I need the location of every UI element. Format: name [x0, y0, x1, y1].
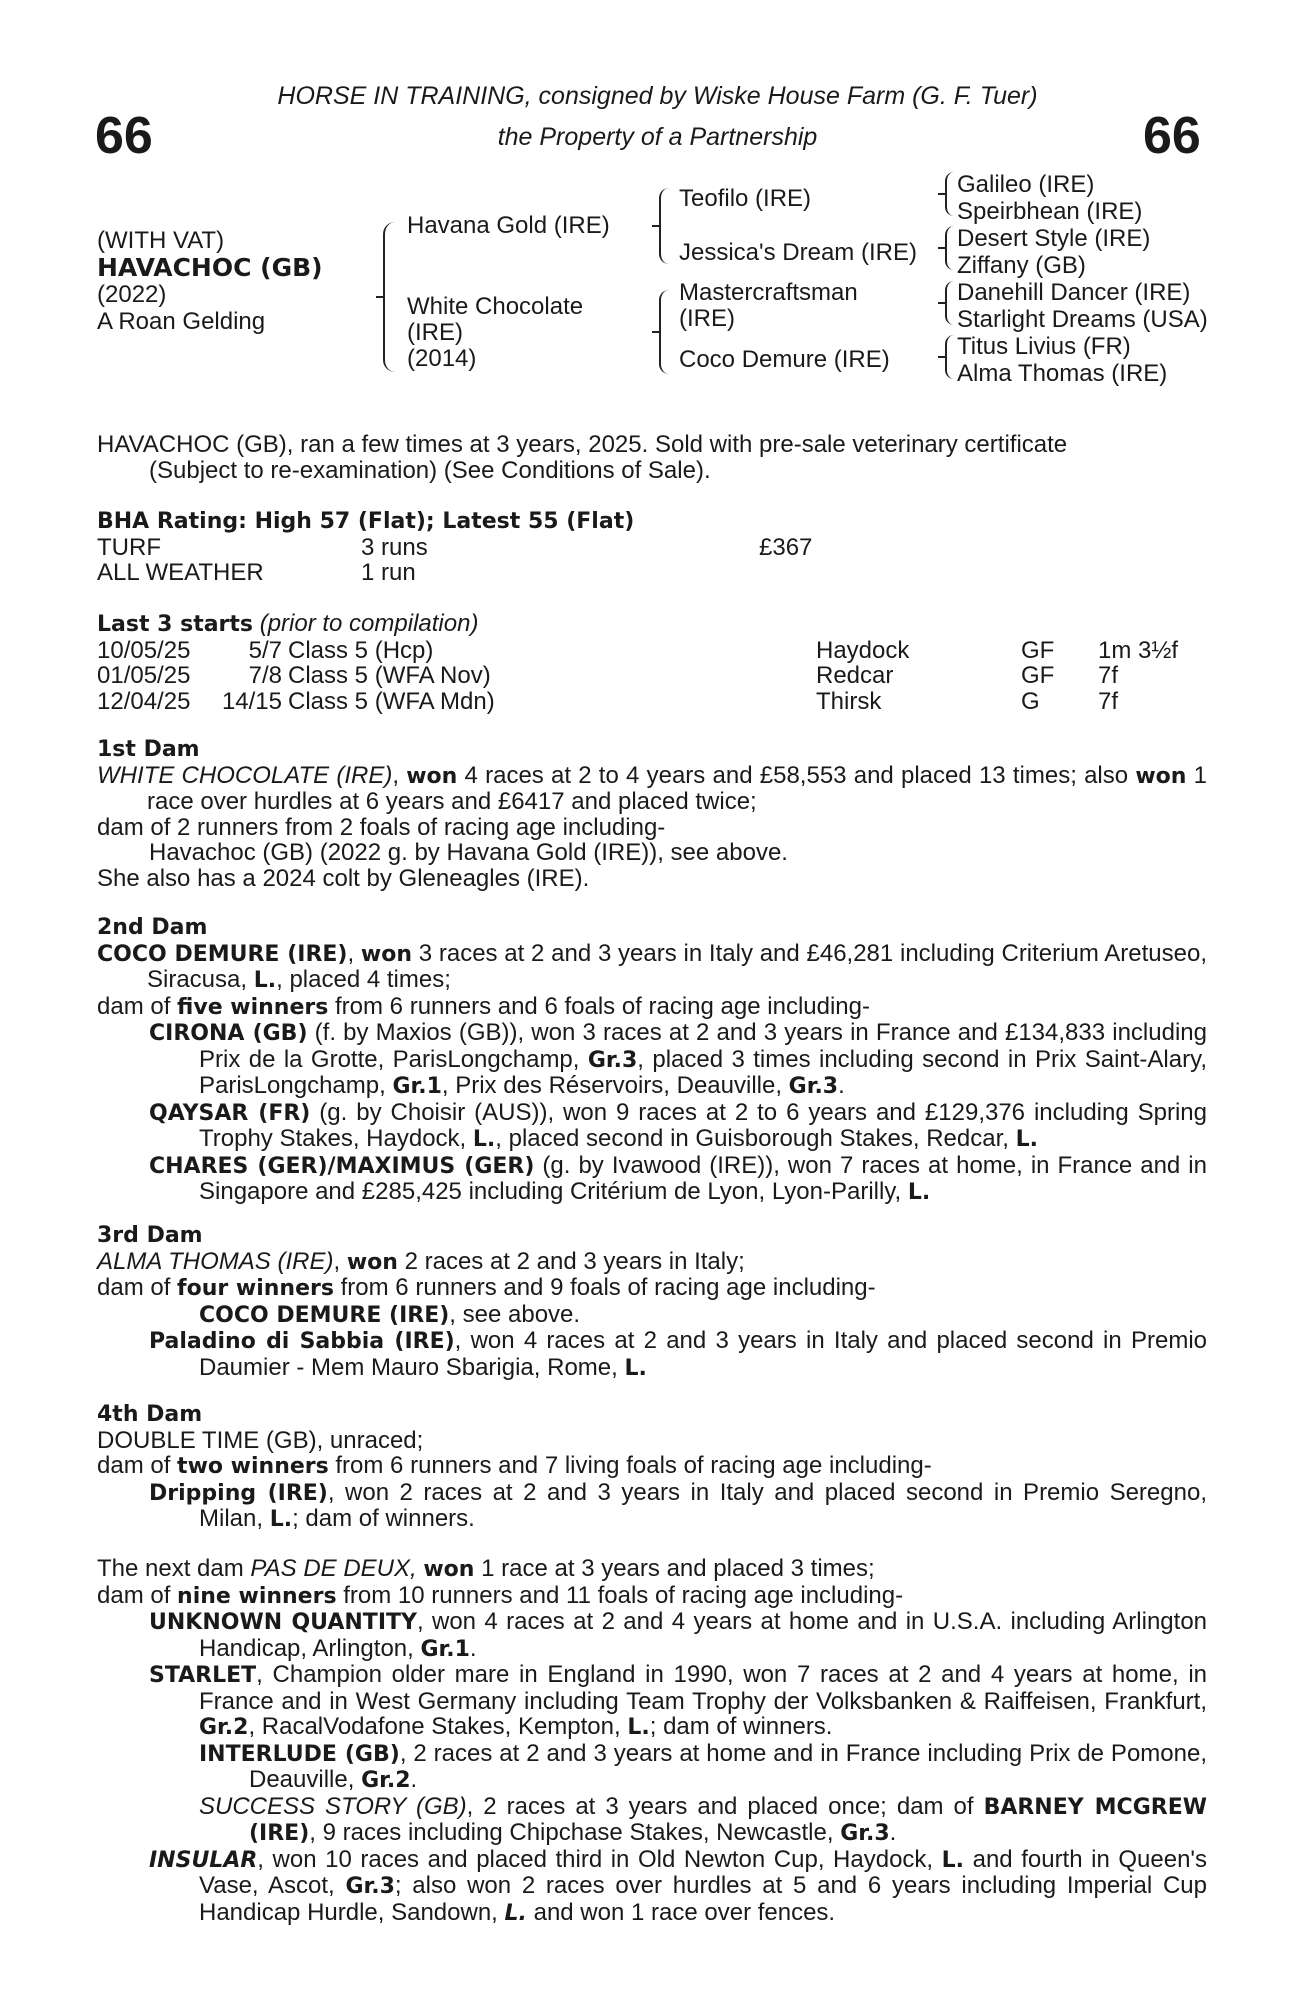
- pedigree-sire: Havana Gold (IRE): [407, 212, 610, 239]
- next-dam-text: 1 race at 3 years and placed 3 times;: [474, 1555, 875, 1582]
- turf-label: TURF: [97, 533, 161, 561]
- turf-runs: 3 runs: [361, 533, 428, 561]
- turf-earnings: £367: [759, 533, 813, 561]
- third-dam-text: 2 races at 2 and 3 years in Italy;: [397, 1247, 745, 1275]
- pedigree-g2: Speirbhean (IRE): [957, 198, 1143, 225]
- start-going: GF: [1021, 662, 1055, 689]
- start-course: Thirsk: [816, 687, 882, 715]
- last-starts-section: [97, 611, 1207, 714]
- dripping-text: , won 2 races at 2 and 3 years in Italy and placed second in Premio Seregno, Milan,: [199, 1478, 1207, 1532]
- last-starts-table: [97, 638, 1198, 715]
- second-dam-heading: 2nd Dam: [97, 915, 208, 940]
- chares-text: (g. by Ivawood (IRE)), won 7 races at home, in France and in Singapore and £285,425 including Critérium de Lyon, Lyon-Parilly,: [199, 1151, 1207, 1205]
- won-label: won: [360, 941, 412, 967]
- produce-cirona: [97, 1020, 1207, 1100]
- next-dam-name: PAS DE DEUX,: [250, 1555, 417, 1582]
- cirona-text-4: .: [838, 1072, 845, 1099]
- pedigree-dam-sire-1: Mastercraftsman: [679, 279, 858, 306]
- pedigree-brace-g12: [945, 172, 954, 216]
- produce-prefix: dam of: [97, 1452, 178, 1479]
- listed-label: L.: [1015, 1127, 1038, 1152]
- pedigree-sire-dam: Jessica's Dream (IRE): [679, 239, 917, 266]
- barney-mcgrew-name: BARNEY MCGREW (IRE): [249, 1794, 1207, 1846]
- success-story-text: , 2 races at 3 years and placed once; dam of: [466, 1792, 984, 1820]
- paladino-text: , won 4 races at 2 and 3 years in Italy and placed second in Premio Daumier - Mem Mauro Sbarigia, Rome,: [199, 1327, 1207, 1381]
- produce-dripping: [97, 1480, 1207, 1533]
- won-label: won: [406, 763, 458, 789]
- horse-description: A Roan Gelding: [97, 308, 266, 335]
- produce-coco: [97, 1302, 1207, 1329]
- start-race: Class 5 (WFA Mdn): [288, 687, 495, 715]
- won-label: won: [423, 1557, 475, 1582]
- success-story-text-3: .: [889, 1819, 897, 1846]
- start-dist: 7f: [1098, 687, 1119, 715]
- third-dam-section: [97, 1223, 1207, 1381]
- dripping-name: Dripping (IRE): [149, 1480, 328, 1506]
- second-dam-produce: [97, 994, 1207, 1021]
- cirona-text: (f. by Maxios (GB)), won 3 races at 2 and 3 years in France and £134,833 including Prix de la Grotte, ParisLongchamp,: [199, 1019, 1207, 1073]
- aw-runs: 1 run: [361, 559, 416, 586]
- pedigree-g7: Titus Livius (FR): [957, 333, 1131, 360]
- next-dam-produce: [97, 1583, 1207, 1610]
- third-dam-produce: [97, 1275, 1207, 1302]
- group-label: Gr.2: [199, 1715, 249, 1740]
- dripping-text-2: ; dam of winners.: [292, 1505, 475, 1532]
- produce-qaysar: [97, 1100, 1207, 1153]
- won-label: won: [346, 1249, 398, 1275]
- interlude-text-2: .: [410, 1766, 418, 1793]
- insular-text-4: and won 1 race over fences.: [526, 1898, 836, 1926]
- produce-winners: two winners: [177, 1454, 329, 1479]
- listed-label: L.: [627, 1715, 650, 1740]
- start-pos: 7/8: [248, 662, 282, 689]
- produce-suffix: from 6 runners and 9 foals of racing age including-: [333, 1274, 876, 1301]
- pedigree-brace-dam: [659, 290, 669, 374]
- pedigree-brace-g34: [945, 226, 954, 270]
- pedigree-g6: Starlight Dreams (USA): [957, 306, 1208, 333]
- listed-label: L.: [472, 1127, 496, 1152]
- produce-paladino: [97, 1328, 1207, 1381]
- start-pos: 14/15: [221, 687, 282, 715]
- start-dist: 1m 3½f: [1098, 636, 1179, 664]
- qaysar-name: QAYSAR (FR): [149, 1100, 311, 1126]
- start-course: Redcar: [816, 662, 894, 689]
- pedigree-brace-main: [383, 222, 395, 372]
- pedigree-g3: Desert Style (IRE): [957, 225, 1151, 252]
- summary-line-2: (Subject to re-examination) (See Conditions of Sale).: [149, 456, 711, 484]
- success-story-text-2: , 9 races including Chipchase Stakes, Newcastle,: [309, 1819, 841, 1846]
- start-going: GF: [1021, 636, 1055, 664]
- summary: [97, 432, 1207, 483]
- first-dam-section: [97, 737, 1207, 891]
- next-dam-prefix: The next dam: [97, 1555, 251, 1582]
- unknown-quantity-text: , won 4 races at 2 and 4 years at home and in U.S.A. including Arlington Handicap, Arlington,: [199, 1608, 1208, 1662]
- insular-text-3: ; also won 2 races over hurdles at 5 and 6 years including Imperial Cup Handicap Hurdle, Sandown,: [199, 1872, 1208, 1926]
- fourth-dam-section: [97, 1402, 1207, 1533]
- lot-number-right: 66: [1143, 107, 1201, 165]
- start-race: Class 5 (Hcp): [288, 636, 434, 664]
- cirona-name: CIRONA (GB): [149, 1021, 308, 1046]
- third-dam-name: ALMA THOMAS (IRE): [97, 1247, 334, 1275]
- cirona-text-3: , Prix des Réservoirs, Deauville,: [441, 1072, 789, 1099]
- horse-identity: [97, 227, 323, 335]
- pedigree-g8: Alma Thomas (IRE): [957, 360, 1168, 387]
- produce-success-story: [97, 1794, 1207, 1847]
- cirona-text-2: , placed 3 times including second in Prix Saint-Alary, ParisLongchamp,: [199, 1045, 1207, 1099]
- produce-suffix: from 10 runners and 11 foals of racing age including-: [336, 1581, 904, 1609]
- summary-line-1: HAVACHOC (GB), ran a few times at 3 years, 2025. Sold with pre-sale veterinary certificate: [97, 431, 1068, 458]
- start-pos: 5/7: [248, 636, 282, 664]
- fourth-dam-produce: [97, 1453, 1207, 1480]
- group-label: Gr.3: [345, 1874, 395, 1899]
- group-label: Gr.3: [788, 1074, 839, 1099]
- chares-name: CHARES (GER)/MAXIMUS (GER): [149, 1153, 535, 1179]
- rating-section: [97, 509, 1207, 586]
- pedigree-g1: Galileo (IRE): [957, 171, 1095, 198]
- produce-insular: [97, 1847, 1207, 1927]
- unknown-quantity-name: UNKNOWN QUANTITY: [149, 1610, 417, 1635]
- second-dam-section: [97, 915, 1207, 1206]
- pedigree-g4: Ziffany (GB): [957, 252, 1086, 279]
- pedigree-dam-2: (IRE): [407, 319, 463, 346]
- listed-label: L.: [907, 1180, 931, 1205]
- third-dam-heading: 3rd Dam: [97, 1223, 203, 1248]
- next-dam-record: [97, 1556, 1207, 1583]
- produce-suffix: from 6 runners and 7 living foals of racing age including-: [328, 1452, 932, 1479]
- start-going: G: [1021, 687, 1040, 715]
- first-dam-foal: Havachoc (GB) (2022 g. by Havana Gold (IRE)), see above.: [149, 839, 788, 866]
- fourth-dam-heading: 4th Dam: [97, 1402, 203, 1427]
- won-label: won: [1135, 763, 1187, 789]
- horse-name: HAVACHOC (GB): [97, 253, 323, 282]
- pedigree-dam-sire-2: (IRE): [679, 305, 735, 332]
- first-dam-heading: 1st Dam: [97, 737, 200, 762]
- produce-prefix: dam of: [97, 992, 178, 1020]
- produce-winners: four winners: [177, 1276, 334, 1301]
- start-row: [97, 689, 1198, 715]
- group-label: Gr.3: [840, 1821, 890, 1846]
- insular-text-2: and fourth in Queen's Vase, Ascot,: [199, 1845, 1208, 1899]
- produce-prefix: dam of: [97, 1581, 178, 1609]
- pedigree-brace-g56: [945, 281, 954, 325]
- start-date: 12/04/25: [97, 687, 191, 715]
- first-dam-produce: dam of 2 runners from 2 foals of racing age including-: [97, 813, 666, 841]
- first-dam-name: WHITE CHOCOLATE (IRE): [97, 761, 393, 789]
- start-course: Haydock: [816, 636, 910, 664]
- second-dam-record: COCO DEMURE (IRE), won 3 races at 2 and 3 years in Italy and £46,281 including Criterium Aretuseo, Siracusa, L., placed 4 times;: [97, 939, 1207, 993]
- start-row: [97, 663, 1198, 689]
- produce-suffix: from 6 runners and 6 foals of racing age including-: [328, 992, 870, 1020]
- start-dist: 7f: [1098, 662, 1119, 689]
- group-label: Gr.1: [420, 1636, 470, 1662]
- last-starts-heading: Last 3 starts: [97, 612, 254, 637]
- starlet-name: STARLET: [149, 1663, 257, 1688]
- produce-winners: nine winners: [177, 1583, 337, 1609]
- coco-name: COCO DEMURE (IRE): [199, 1302, 450, 1328]
- first-dam-record: WHITE CHOCOLATE (IRE), won 4 races at 2 to 4 years and £58,553 and placed 13 times; also won 1 race over hurdles at 6 years and £6417 and placed twice;: [97, 761, 1208, 815]
- listed-label: L.: [269, 1507, 293, 1532]
- qaysar-text: (g. by Choisir (AUS)), won 9 races at 2 to 6 years and £129,376 including Spring Trophy Stakes, Haydock,: [199, 1098, 1208, 1152]
- qaysar-text-2: , placed second in Guisborough Stakes, Redcar,: [495, 1125, 1016, 1152]
- pedigree-dam-3: (2014): [407, 345, 477, 372]
- success-story-name: SUCCESS STORY (GB): [199, 1792, 467, 1820]
- first-dam-note: She also has a 2024 colt by Gleneagles (IRE).: [97, 864, 590, 892]
- produce-starlet: [97, 1662, 1207, 1741]
- listed-label: L.: [253, 968, 277, 993]
- second-dam-text-2: Aretuseo, Siracusa,: [147, 939, 1207, 993]
- last-starts-note: (prior to compilation): [259, 610, 479, 637]
- pedigree-brace-sire: [659, 188, 669, 264]
- pedigree-dam-1: White Chocolate: [407, 293, 584, 320]
- coco-text: , see above.: [449, 1300, 581, 1328]
- fourth-dam-record: DOUBLE TIME (GB), unraced;: [97, 1426, 424, 1454]
- listed-label: L.: [624, 1355, 647, 1381]
- group-label: Gr.3: [587, 1047, 638, 1073]
- next-dam-section: [97, 1556, 1207, 1926]
- starlet-text: , Champion older mare in England in 1990, won 7 races at 2 and 4 years at home, in France and in West Germany including Team Trophy der Volksbanken & Raiffeisen, Frankfurt,: [199, 1661, 1207, 1715]
- produce-chares: [97, 1153, 1207, 1206]
- interlude-text: , 2 races at 2 and 3 years at home and in France including Prix de Pomone, Deauville,: [249, 1739, 1207, 1793]
- produce-interlude: [97, 1741, 1207, 1794]
- unknown-quantity-text-2: .: [469, 1634, 477, 1662]
- listed-label: L.: [941, 1847, 965, 1873]
- insular-text: , won 10 races and placed third in Old Newton Cup, Haydock,: [257, 1845, 942, 1873]
- pedigree-brace-g78: [945, 335, 954, 379]
- first-dam-text: 4 races at 2 to 4 years and £58,553 and placed 13 times; also: [457, 761, 1129, 789]
- aw-label: ALL WEATHER: [97, 559, 264, 586]
- pedigree-g5: Danehill Dancer (IRE): [957, 279, 1191, 306]
- paladino-name: Paladino di Sabbia (IRE): [149, 1329, 455, 1354]
- interlude-name: INTERLUDE (GB): [199, 1741, 400, 1767]
- horse-year: (2022): [97, 281, 167, 308]
- second-dam-text: 3 races at 2 and 3 years in Italy and £46,281 including Criterium: [412, 939, 1099, 967]
- listed-label: L.: [504, 1900, 527, 1926]
- vat-label: (WITH VAT): [97, 227, 225, 254]
- starlet-text-2: , RacalVodafone Stakes, Kempton,: [248, 1713, 628, 1740]
- first-dam-text-2: 1 race over hurdles at 6 years and £6417 and placed twice;: [147, 761, 1208, 815]
- start-date: 01/05/25: [97, 662, 191, 689]
- starlet-text-3: ; dam of winners.: [649, 1713, 833, 1740]
- group-label: Gr.1: [392, 1074, 442, 1099]
- produce-unknown-quantity: [97, 1609, 1207, 1662]
- start-row: [97, 638, 1198, 664]
- pedigree-sire-sire: Teofilo (IRE): [679, 185, 812, 212]
- insular-name: INSULAR: [149, 1847, 258, 1873]
- group-label: Gr.2: [361, 1768, 411, 1793]
- lot-number-left: 66: [95, 107, 153, 165]
- start-race: Class 5 (WFA Nov): [288, 662, 491, 689]
- rating-heading: BHA Rating: High 57 (Flat); Latest 55 (Flat): [97, 509, 635, 534]
- second-dam-text-3: , placed 4 times;: [276, 966, 451, 993]
- header-property: the Property of a Partnership: [497, 123, 818, 151]
- second-dam-name: COCO DEMURE (IRE): [97, 941, 348, 967]
- third-dam-record: ALMA THOMAS (IRE), won 2 races at 2 and 3 years in Italy;: [97, 1247, 745, 1275]
- pedigree-dam-dam: Coco Demure (IRE): [679, 346, 890, 373]
- produce-prefix: dam of: [97, 1274, 178, 1301]
- header-consignor: HORSE IN TRAINING, consigned by Wiske House Farm (G. F. Tuer): [277, 82, 1038, 110]
- start-date: 10/05/25: [97, 636, 191, 664]
- produce-winners: five winners: [177, 994, 329, 1020]
